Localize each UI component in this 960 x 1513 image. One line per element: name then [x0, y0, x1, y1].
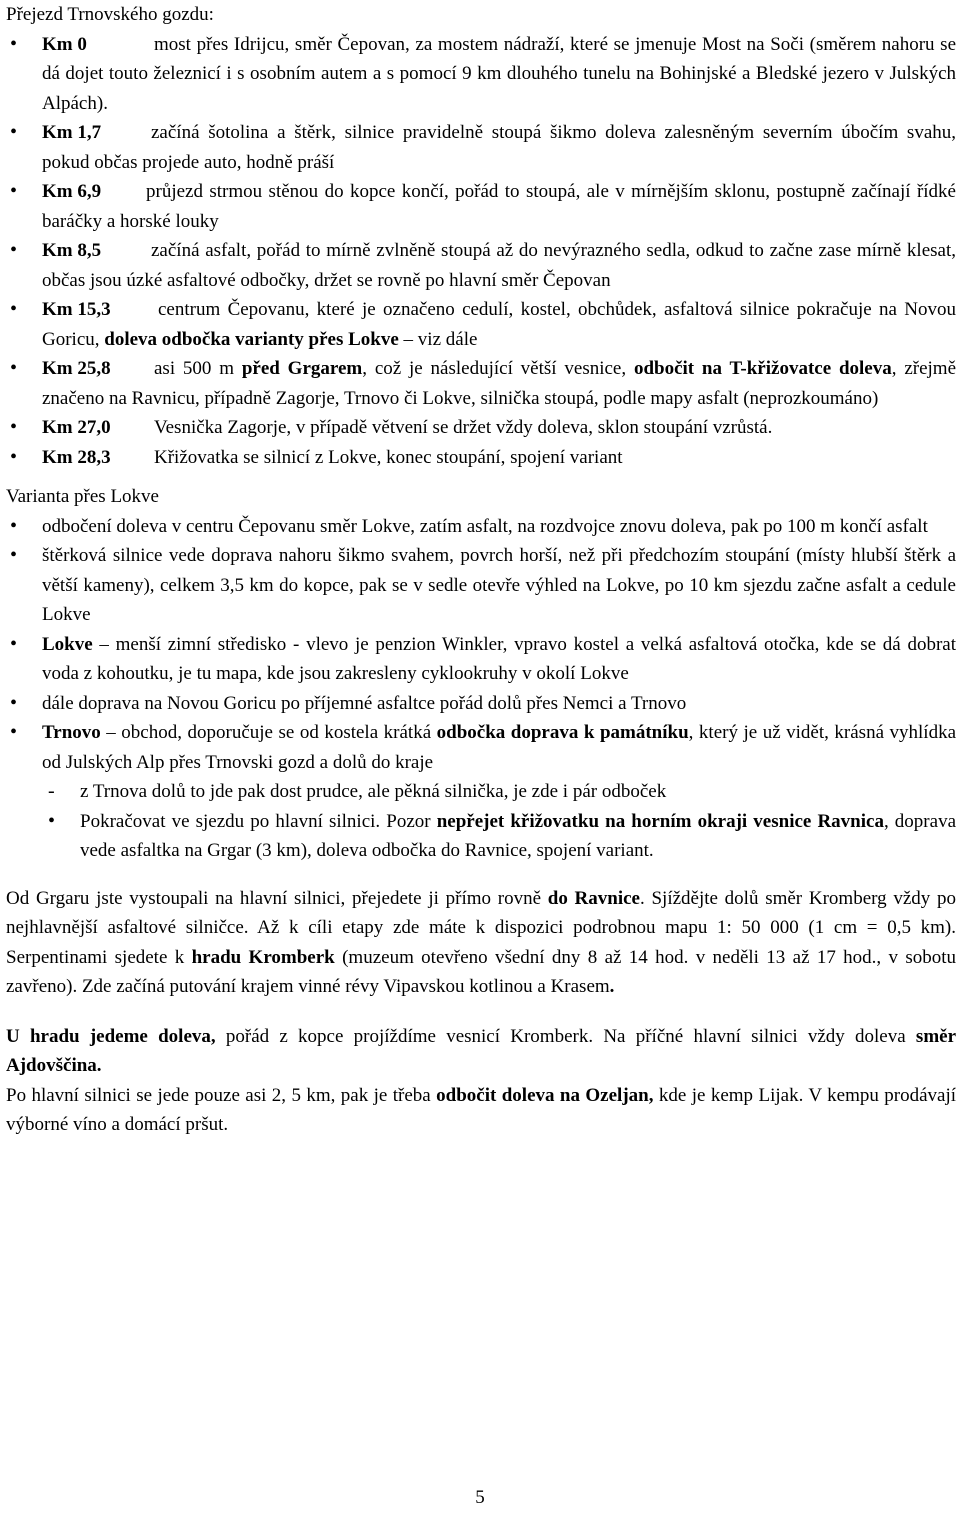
list-item: • Trnovo – obchod, doporučuje se od kostela krátká odbočka doprava k památníku, který je už vidět, krásná vyhlídka od Julských Alp přes Trnovski gozd a dolů do kraje [6, 718, 956, 777]
list-item: • Km 8,5 začíná asfalt, pořád to mírně zvlněně stoupá až do nevýrazného sedla, odkud to začne zase mírně klesat, občas jsou úzké asfaltové odbočky, držet se rovně po hlavní směr Čepovan [6, 236, 956, 295]
page-number: 5 [475, 1487, 485, 1508]
list-item: • Lokve – menší zimní středisko - vlevo je penzion Winkler, vpravo kostel a velká asfaltová otočka, kde se dá dobrat voda z kohoutku, je tu mapa, kde jsou zakresleny cyklookruhy v okolí Lokve [6, 630, 956, 689]
document-page [6, 0, 956, 1140]
list-item: • odbočení doleva v centru Čepovanu směr Lokve, zatím asfalt, na rozdvojce znovu doleva, pak po 100 m končí asfalt [6, 512, 956, 542]
paragraph-ravnice: Od Grgaru jste vystoupali na hlavní silnici, přejedete ji přímo rovně do Ravnice. Sjíždějte dolů směr Kromberg vždy po nejhlavnější asfaltové silničce. Až k cíli etapy zde máte k dispozici podrobnou mapu 1: 50 000 (1 cm = 0,5 km). Serpentinami sjedete k hradu Kromberk (muzeum otevřeno všední dny 8 až 14 hod. v neděli 13 až 17 hod., v sobotu zavřeno). Zde začíná putování krajem vinné révy Vipavskou kotlinou a Krasem. [6, 887, 957, 997]
variant-list [6, 512, 956, 866]
list-item: • Km 28,3 Křižovatka se silnicí z Lokve, konec stoupání, spojení variant [6, 443, 956, 473]
list-item: • Pokračovat ve sjezdu po hlavní silnici. Pozor nepřejet křižovatku na horním okraji vesnice Ravnica, doprava vede asfaltka na Grgar (3 km), doleva odbočka do Ravnice, spojení variant. [6, 807, 956, 866]
list-item: - z Trnova dolů to jde pak dost prudce, ale pěkná silnička, je zde i pár odboček [6, 777, 956, 807]
paragraph-ozeljan: Po hlavní silnici se jede pouze asi 2, 5 km, pak je třeba odbočit doleva na Ozeljan, kde je kemp Lijak. V kempu prodávají výborné víno a domácí pršut. [6, 1084, 957, 1135]
route-list [6, 30, 956, 473]
list-item: • štěrková silnice vede doprava nahoru šikmo svahem, povrch horší, než při předchozím stoupání (místy hlubší štěrk a větší kameny), celkem 3,5 km do kopce, pak se v sedle otevře výhled na Lokve, po 10 km sjezdu začne asfalt a cedule Lokve [6, 541, 956, 630]
section-title: Přejezd Trnovského gozdu: [6, 4, 214, 25]
list-item: • Km 0 most přes Idrijcu, směr Čepovan, za mostem nádraží, které se jmenuje Most na Soči (směrem nahoru se dá dojet touto železnicí i s osobním autem a s pomocí 9 km dlouhého tunelu na Bohinjské a Bledské jezero v Julských Alpách). [6, 30, 956, 119]
list-item: • Km 15,3 centrum Čepovanu, které je označeno cedulí, kostel, obchůdek, asfaltová silnice pokračuje na Novou Goricu, doleva odbočka varianty přes Lokve – viz dále [6, 295, 956, 354]
list-item: • Km 27,0 Vesnička Zagorje, v případě větvení se držet vždy doleva, sklon stoupání vzrůstá. [6, 413, 956, 443]
paragraph-hrad: U hradu jedeme doleva, pořád z kopce projíždíme vesnicí Kromberk. Na příčné hlavní silnici vždy doleva směr Ajdovščina. [6, 1025, 957, 1076]
list-item: • Km 25,8 asi 500 m před Grgarem, což je následující větší vesnice, odbočit na T-křižovatce doleva, zřejmě značeno na Ravnicu, případně Zagorje, Trnovo či Lokve, silnička stoupá, podle mapy asfalt (neprozkoumáno) [6, 354, 956, 413]
list-item: • Km 6,9 průjezd strmou stěnou do kopce končí, pořád to stoupá, ale v mírnějším sklonu, postupně začínají řídké baráčky a horské louky [6, 177, 956, 236]
list-item: • dále doprava na Novou Goricu po příjemné asfaltce pořád dolů přes Nemci a Trnovo [6, 689, 956, 719]
list-item: • Km 1,7 začíná šotolina a štěrk, silnice pravidelně stoupá šikmo doleva zalesněným severním úbočím svahu, pokud občas projede auto, hodně práší [6, 118, 956, 177]
variant-heading: Varianta přes Lokve [6, 486, 159, 507]
